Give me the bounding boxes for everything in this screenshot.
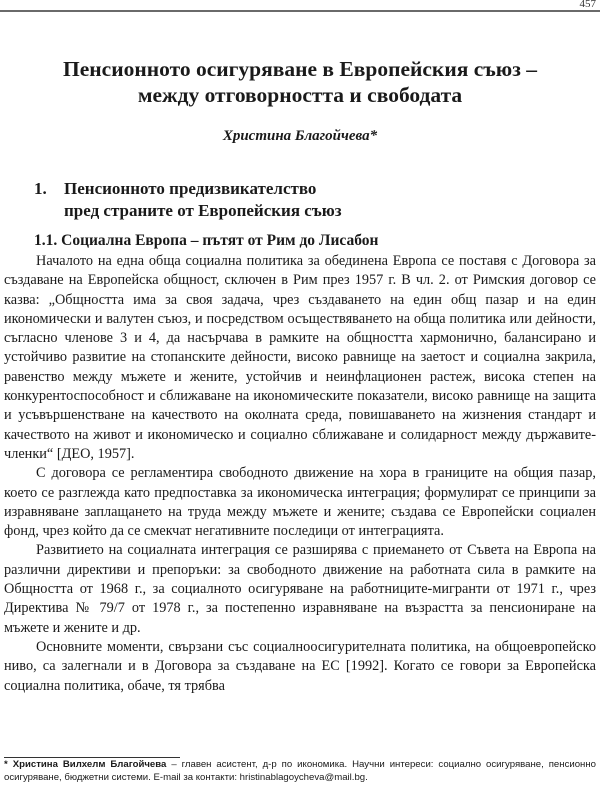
- body-text: [4, 252, 596, 696]
- paragraph-2: С договора се регламентира свободното движение на хора в границите на общия пазар, което се разглежда като предпоставка за икономическа интеграция; формулират се принципи за изравняване заплащането на труда между мъжете и жените; създава се Европейски социален фонд, чрез който да се смекчат негативните последици от интеграцията.: [4, 465, 596, 540]
- article-title-line-2: между отговорността и свободата: [137, 83, 463, 107]
- author-name: Христина Благойчева*: [222, 128, 378, 144]
- page-number: 457: [579, 0, 596, 10]
- section-title-line-2: пред страните от Европейския съюз: [64, 201, 342, 220]
- paragraph-1: Началото на една обща социална политика за обединена Европа се поставя с Договора за създаване на Европейска общност, сключен в Рим през 1957 г. В чл. 2. от Римския договор се казва: „Общността има за своя задача, чрез създаването на един общ пазар и на един икономически и валутен съюз, и посредством осъществяването на обща политика или дейности, съгласно членове 3 и 4, да насърчава в рамките на общността хармонично, балансирано и устойчиво развитие на стопанските дейности, високо равнище на заетост и социална закрила, равенство между мъжете и жените, устойчив и неинфлационен растеж, висока степен на конкурентоспособност и сближаване на икономическите показатели, високо равнище на защита и усъвършенстване на качеството на околната среда, повишаването на жизнения стандарт и качеството на живот и икономическо и социално сближаване и солидарност между държавите-членки“ [ДЕО, 1957].: [4, 253, 596, 462]
- footnote-author: Христина Вилхелм Благойчева: [12, 759, 167, 770]
- subsection-heading: 1.1. Социална Европа – пътят от Рим до Лисабон: [34, 232, 379, 249]
- footnote-text: – главен асистент, д-р по икономика. Научни интереси: социално осигуряване, пенсионно осигуряване, бюджетни системи. E-mail за контакти: hristinablagoycheva@mail.bg.: [4, 759, 596, 783]
- paragraph-4: Основните моменти, свързани със социалноосигурителната политика, на общоевропейско ниво, са залегнали и в Договора за създаване на ЕС [1992]. Когато се говори за Европейска социална политика, обаче, тя трябва: [4, 638, 596, 694]
- header-rule: [0, 10, 600, 12]
- article-title-line-1: Пенсионното осигуряване в Европейския съюз –: [63, 57, 537, 81]
- section-number: 1.: [34, 179, 47, 198]
- article-title: [0, 56, 600, 108]
- section-title-line-1: Пенсионното предизвикателство: [64, 179, 317, 198]
- footnote: [4, 758, 596, 784]
- section-title: [64, 178, 342, 222]
- paragraph-3: Развитието на социалната интеграция се разширява с приемането от Съвета на Европа на различни директиви и препоръки: за свободното движение на работната сила в рамките на Общността от 1968 г., за социалното осигуряване на работниците-мигранти от 1971 г., чрез Директива № 79/7 от 1978 г., за постепенно изравняване на възрастта за пенсиониране на мъжете и жените и др.: [4, 542, 596, 636]
- footnote-marker: *: [4, 759, 8, 770]
- section-heading: [34, 178, 342, 222]
